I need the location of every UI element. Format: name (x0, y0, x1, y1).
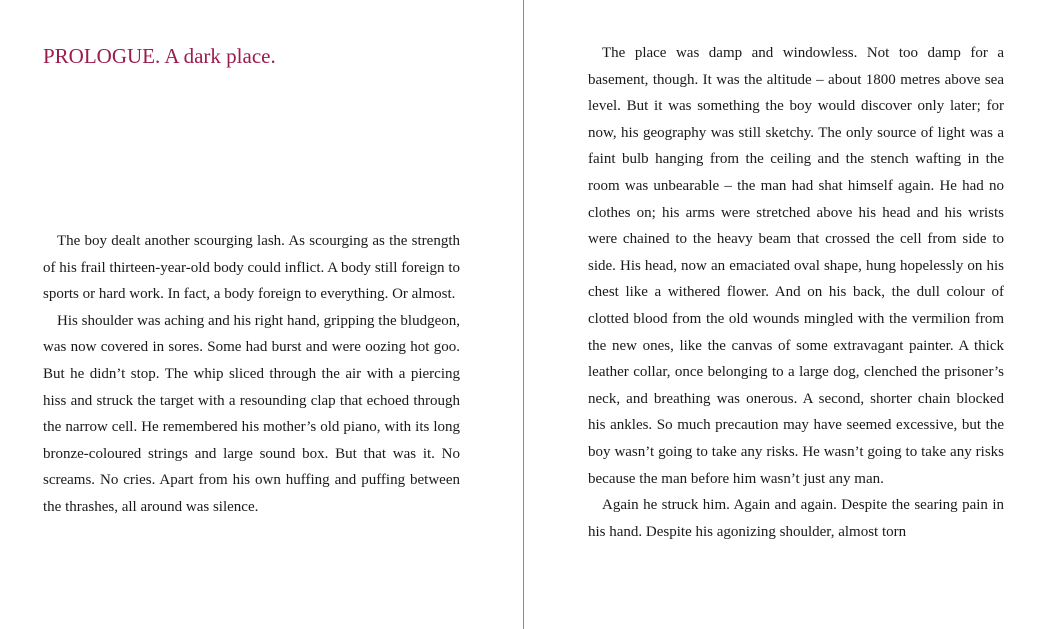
left-page-text (43, 228, 460, 521)
left-paragraph-2: His shoulder was aching and his right hand, gripping the bludgeon, was now covered in sores. Some had burst and were oozing hot goo. But he didn’t stop. The whip sliced through the air with a piercing hiss and struck the target with a resounding clap that echoed through the narrow cell. He remembered his mother’s old piano, with its long bronze-coloured strings and large sound box. But that was it. No screams. No cries. Apart from his own huffing and puffing between the thrashes, all around was silence. (43, 312, 460, 515)
right-page-text (588, 40, 1004, 545)
right-page (524, 0, 1046, 629)
chapter-title: PROLOGUE. A dark place. (43, 44, 276, 68)
right-paragraph-2: Again he struck him. Again and again. Despite the searing pain in his hand. Despite his agonizing shoulder, almost torn (588, 497, 1004, 540)
left-paragraph-1: The boy dealt another scourging lash. As scourging as the strength of his frail thirteen-year-old body could inflict. A body still foreign to sports or hard work. In fact, a body foreign to everything. Or almost. (43, 233, 460, 303)
right-paragraph-1: The place was damp and windowless. Not too damp for a basement, though. It was the altitude – about 1800 metres above sea level. But it was something the boy would discover only later; for now, his geography was still sketchy. The only source of light was a faint bulb hanging from the ceiling and the stench wafting in the room was unbearable – the man had shat himself again. He had no clothes on; his arms were stretched above his head and his wrists were chained to the heavy beam that crossed the cell from side to side. His head, now an emaciated oval shape, hung hopelessly on his chest like a withered flower. And on his back, the dull colour of clotted blood from the old wounds mingled with the vermilion from the new ones, like the canvas of some extravagant painter. A thick leather collar, once belonging to a large dog, clenched the prisoner’s neck, and breathing was onerous. A second, shorter chain blocked his ankles. So much precaution may have seemed excessive, but the boy wasn’t going to take any risks. He wasn’t going to take any risks because the man before him wasn’t just any man. (588, 45, 1004, 487)
